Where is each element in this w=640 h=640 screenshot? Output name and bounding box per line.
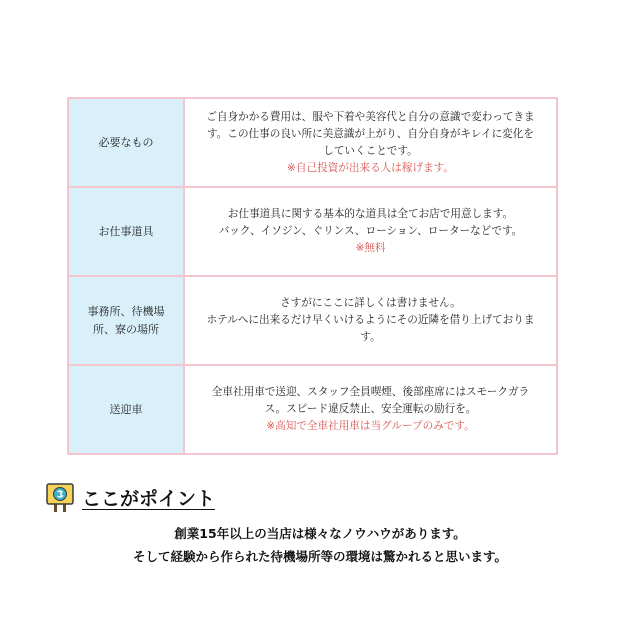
row-label: お仕事道具 [69,188,185,275]
content-line: お仕事道具に関する基本的な道具は全てお店で用意します。 [227,208,514,220]
content-line: さすがにここに詳しくは書けません。 [280,297,461,309]
signboard-icon [46,482,74,512]
table-row [69,99,556,186]
content-line: す。この仕事の良い所に美意識が上がり、自分自身がキレイに変化を [207,127,534,140]
table-row [69,275,556,364]
point-line: そして経験から作られた待機場所等の環境は驚かれると思います。 [132,549,507,564]
row-content [185,366,556,453]
content-line: バック、イソジン、ぐリンス、ローション、ローターなどです。 [218,225,523,237]
row-content [185,188,556,275]
point-body [0,522,640,568]
content-note: ※無料 [355,242,386,254]
point-title: ここがポイント [82,487,216,510]
row-content [185,277,556,364]
row-label: 事務所、待機場所、寮の場所 [69,277,185,364]
content-line: す。 [360,331,381,343]
info-table [67,97,558,455]
point-line: 創業15年以上の当店は様々なノウハウがあります。 [174,526,466,541]
row-content [185,99,556,186]
table-row [69,364,556,453]
content-note: ※高知で全車社用車は当グループのみです。 [266,420,475,432]
content-line: ス。スピード違反禁止、安全運転の励行を。 [264,403,477,415]
point-heading [46,482,215,512]
content-line: していくことです。 [323,144,418,157]
row-label: 送迎車 [69,366,185,453]
content-note: ※自己投資が出来る人は稼げます。 [287,161,454,174]
table-row [69,186,556,275]
content-line: ご自身かかる費用は、服や下着や美容代と自分の意識で変わってきま [206,110,535,123]
row-label: 必要なもの [69,99,185,186]
content-line: ホテルへに出来るだけ早くいけるようにその近隣を借り上げておりま [206,314,535,326]
content-line: 全車社用車で送迎、スタッフ全員喫煙、後部座席にはスモークガラ [211,386,530,398]
